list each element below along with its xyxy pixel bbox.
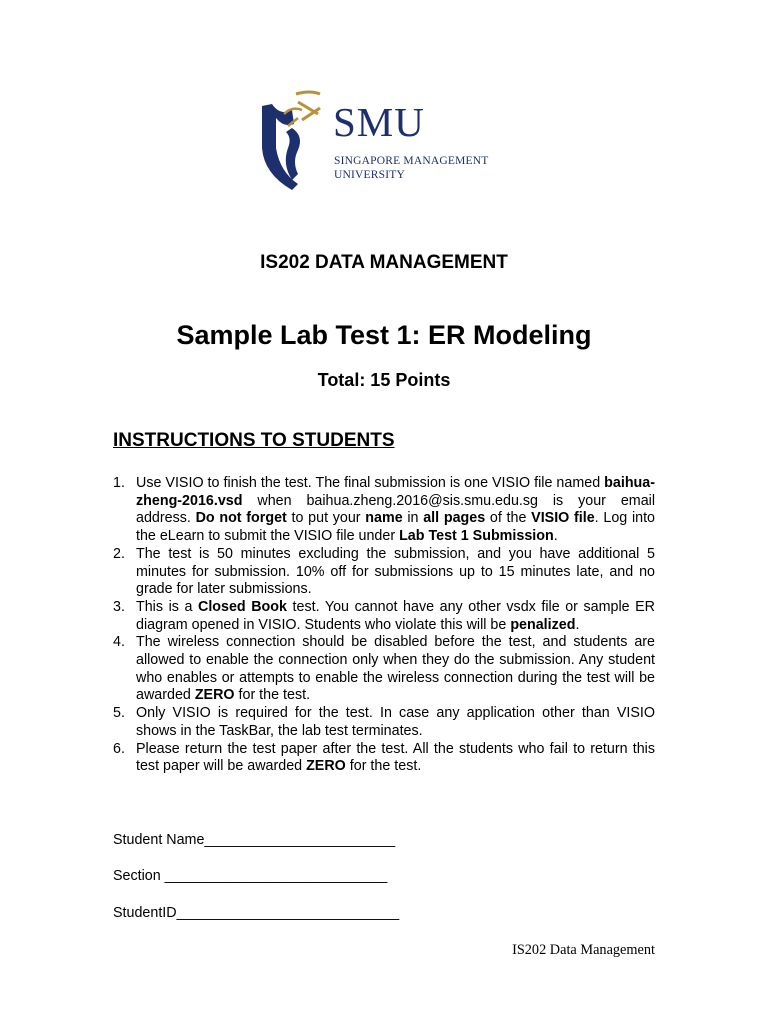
instruction-number: 3. <box>113 598 125 615</box>
instruction-text: Please return the test paper after the test. All the students who fail to return this test paper will be awarded <box>136 740 655 775</box>
instruction-text: . <box>575 616 580 633</box>
instruction-number: 5. <box>113 705 125 722</box>
instruction-bold: Closed Book <box>198 598 287 615</box>
instruction-item <box>113 741 655 776</box>
instruction-text: This is a <box>136 598 198 615</box>
instruction-text: Use VISIO to finish the test. The final submission is one VISIO file named <box>136 475 605 491</box>
section-field: Section ____________________________ <box>113 868 388 884</box>
instruction-bold: penalized <box>510 616 576 633</box>
instruction-item <box>113 634 655 705</box>
instruction-bold: Lab Test 1 Submission <box>399 528 554 545</box>
logo-wordmark: SMU <box>333 99 425 145</box>
instruction-bold: VISIO file <box>531 510 595 527</box>
student-id-field: StudentID____________________________ <box>113 905 400 921</box>
instruction-bold: ZERO <box>306 758 346 775</box>
instruction-bold: Do not forget <box>195 510 287 527</box>
instruction-item <box>113 475 655 546</box>
instruction-text: . <box>553 528 558 545</box>
smu-lion-emblem-icon <box>258 88 328 192</box>
logo-subtitle-line-2: UNIVERSITY <box>334 169 405 181</box>
instruction-bold: ZERO <box>194 687 235 704</box>
instruction-text: in <box>402 510 424 527</box>
instruction-text: to put your <box>286 510 366 527</box>
instruction-bold: name <box>365 510 403 527</box>
test-title: Sample Lab Test 1: ER Modeling <box>176 320 592 350</box>
instruction-number: 1. <box>113 475 125 491</box>
instruction-number: 6. <box>113 740 125 757</box>
instruction-text: The test is 50 minutes excluding the submission, and you have additional 5 minutes for submission. 10% off for submissions up to 15 minutes late, and no grade for later submissions. <box>136 545 655 598</box>
instruction-text: of the <box>485 510 532 527</box>
instruction-number: 4. <box>113 634 125 651</box>
instruction-item <box>113 705 655 740</box>
instruction-text: . Log into the eLearn to submit the VISIO file under <box>136 510 655 545</box>
instruction-text: Only VISIO is required for the test. In case any application other than VISIO shows in the TaskBar, the lab test terminates. <box>136 705 655 739</box>
instruction-text: test. You cannot have any other vsdx file or sample ER diagram opened in VISIO. Students who violate this will be <box>136 598 656 633</box>
logo-subtitle-line-1: SINGAPORE MANAGEMENT <box>334 155 489 167</box>
page-footer: IS202 Data Management <box>512 942 655 958</box>
instruction-number: 2. <box>113 545 125 562</box>
instruction-text: when baihua.zheng.2016@sis.smu.edu.sg is your email address. <box>136 492 655 527</box>
student-name-field: Student Name________________________ <box>113 832 396 848</box>
instruction-bold: all pages <box>423 510 486 527</box>
instruction-bold: baihua-zheng-2016.vsd <box>136 475 655 509</box>
instruction-item <box>113 546 655 599</box>
total-points: Total: 15 Points <box>317 370 451 390</box>
smu-logo <box>258 88 518 192</box>
instruction-item <box>113 599 655 634</box>
instructions-heading: INSTRUCTIONS TO STUDENTS <box>113 430 395 451</box>
instructions-list <box>113 475 655 776</box>
instruction-text: The wireless connection should be disabled before the test, and students are allowed to enable the connection only when they do the submission. Any student who enables or attempts to enable the wireless connection during the test will be awarded <box>136 634 655 704</box>
instruction-text: for the test. <box>234 687 311 704</box>
course-title: IS202 DATA MANAGEMENT <box>260 252 508 273</box>
instruction-text: for the test. <box>345 758 422 775</box>
logo-subtitle <box>334 154 488 182</box>
